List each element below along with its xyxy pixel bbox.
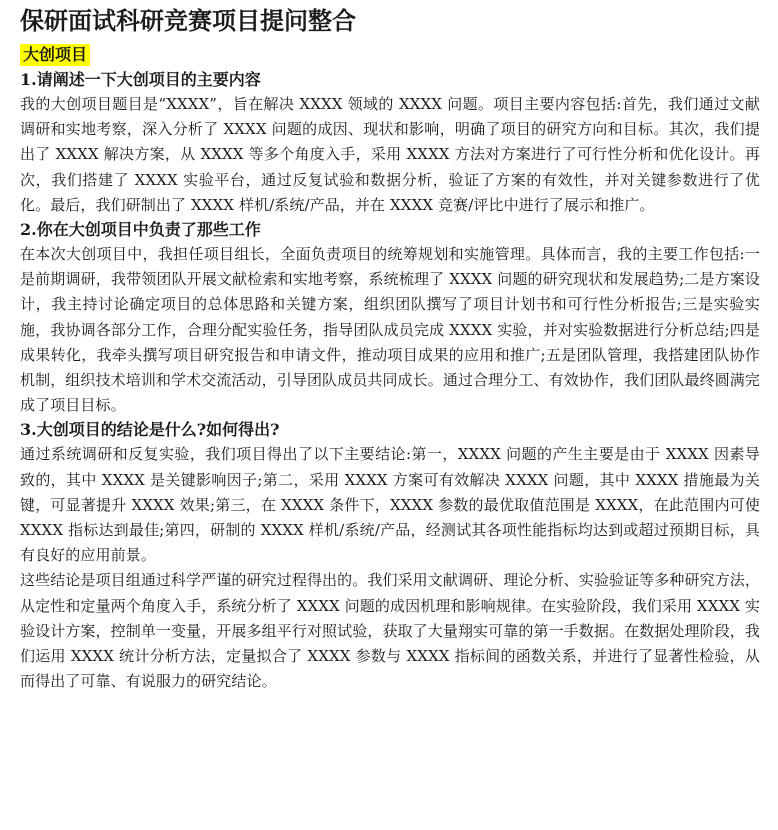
question-heading-1: 1.请阐述一下大创项目的主要内容	[20, 70, 261, 89]
question-heading-2: 2.你在大创项目中负责了那些工作	[20, 220, 261, 240]
document-page	[20, 0, 760, 694]
answer-paragraph-2: 在本次大创项目中，我担任项目组长，全面负责项目的统筹规划和实施管理。具体而言，我的主要工作包括:一是前期调研，我带领团队开展文献检索和实地考察，系统梳理了 XXXX 问题的研究现状和发展趋势;二是方案设计，我主持讨论确定项目的总体思路和关键方案，组织团队撰写了项目计划书和可行性分析报告;三是实验实施，我协调各部分工作，合理分配实验任务，指导团队成员完成 XXXX 实验，并对实验数据进行分析总结;四是成果转化，我牵头撰写项目研究报告和申请文件，推动项目成果的应用和推广;五是团队管理，我搭建团队协作机制，组织技术培训和学术交流活动，引导团队成员共同成长。通过合理分工、有效协作，我们团队最终圆满完成了项目目标。	[20, 245, 760, 415]
section-highlight-label: 大创项目	[20, 44, 90, 66]
question-heading-3: 3.大创项目的结论是什么?如何得出?	[20, 420, 280, 440]
answer-paragraph-3b: 这些结论是项目组通过科学严谨的研究过程得出的。我们采用文献调研、理论分析、实验验证等多种研究方法，从定性和定量两个角度入手，系统分析了 XXXX 问题的成因机理和影响规律。在实验阶段，我们采用 XXXX 实验设计方案，控制单一变量，开展多组平行对照试验，获取了大量翔实可靠的第一手数据。在数据处理阶段，我们运用 XXXX 统计分析方法，定量拟合了 XXXX 参数与 XXXX 指标间的函数关系，并进行了显著性检验，从而得出了可靠、有说服力的研究结论。	[20, 571, 760, 691]
document-title: 保研面试科研竞赛项目提问整合	[20, 7, 356, 35]
answer-paragraph-1: 我的大创项目题目是“XXXX”，旨在解决 XXXX 领域的 XXXX 问题。项目主要内容包括:首先，我们通过文献调研和实地考察，深入分析了 XXXX 问题的成因、现状和影响，明确了项目的研究方向和目标。其次，我们提出了 XXXX 解决方案，从 XXXX 等多个角度入手，采用 XXXX 方法对方案进行了可行性分析和优化设计。再次，我们搭建了 XXXX 实验平台，通过反复试验和数据分析，验证了方案的有效性，并对关键参数进行了优化。最后，我们研制出了 XXXX 样机/系统/产品，并在 XXXX 竞赛/评比中进行了展示和推广。	[20, 95, 760, 214]
answer-paragraph-3a: 通过系统调研和反复实验，我们项目得出了以下主要结论:第一，XXXX 问题的产生主要是由于 XXXX 因素导致的，其中 XXXX 是关键影响因子;第二，采用 XXXX 方案可有效解决 XXXX 问题，其中 XXXX 措施最为关键，可显著提升 XXXX 效果;第三，在 XXXX 条件下，XXXX 参数的最优取值范围是 XXXX，在此范围内可使 XXXX 指标达到最佳;第四，研制的 XXXX 样机/系统/产品，经测试其各项性能指标均达到或超过预期目标，具有良好的应用前景。	[20, 445, 760, 565]
